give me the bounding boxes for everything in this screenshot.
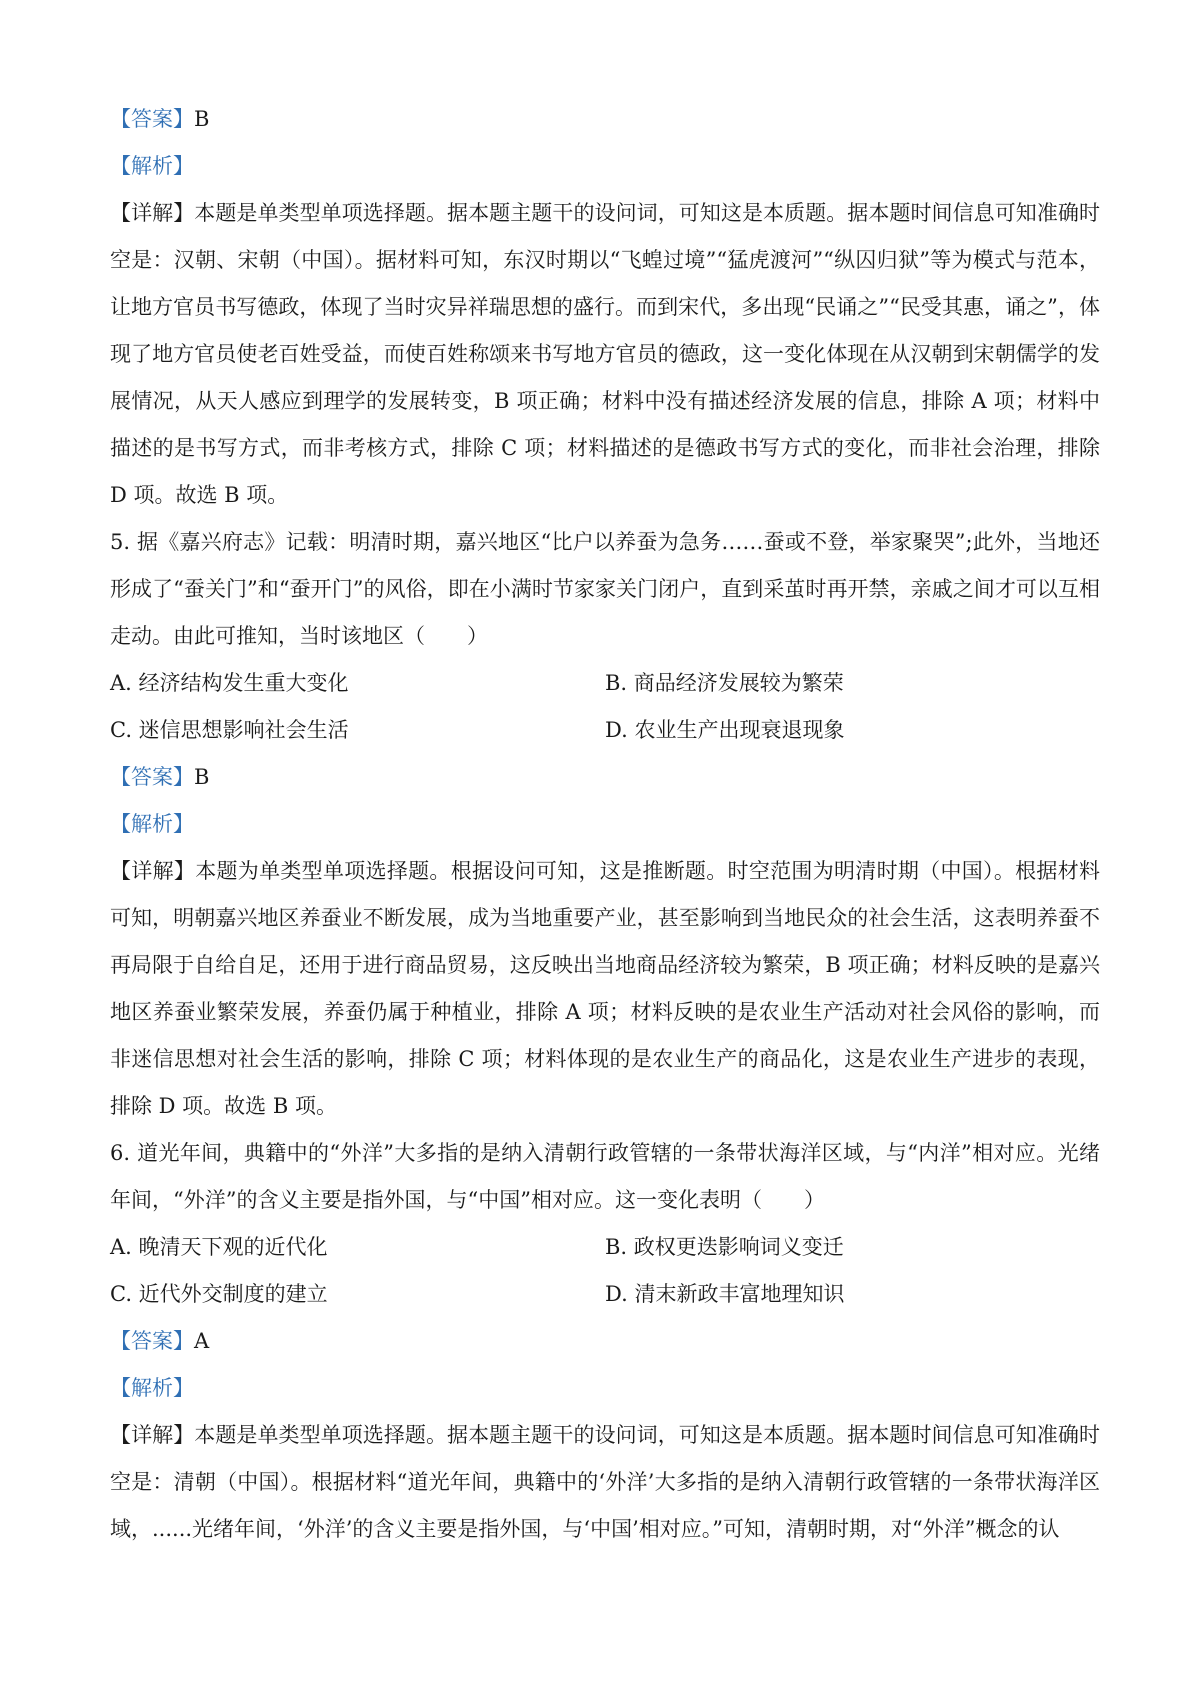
- q5-detail-paragraph: [110, 848, 1100, 1130]
- q6-answer-line: [110, 1318, 1100, 1365]
- q5-options: [110, 660, 1100, 754]
- q6-stem: 6. 道光年间，典籍中的“外洋”大多指的是纳入清朝行政管辖的一条带状海洋区域，与“内洋”相对应。光绪年间，“外洋”的含义主要是指外国，与“中国”相对应。这一变化表明（ ）: [110, 1141, 1100, 1212]
- answer-tag: 【答案】: [110, 107, 194, 131]
- q6-option-a: A. 晚清天下观的近代化: [110, 1235, 328, 1259]
- q6-option-c: C. 近代外交制度的建立: [110, 1282, 328, 1306]
- q6-option-b: B. 政权更迭影响词义变迁: [605, 1235, 844, 1259]
- q5-analysis-tag: 【解析】: [110, 812, 194, 836]
- q6-options: [110, 1224, 1100, 1318]
- answer-value: B: [194, 765, 210, 789]
- page-content: [110, 96, 1100, 1553]
- answer-value: A: [194, 1329, 210, 1353]
- q5-option-b: B. 商品经济发展较为繁荣: [605, 671, 844, 695]
- q6-option-d: D. 清末新政丰富地理知识: [605, 1282, 845, 1306]
- answer-value: B: [194, 107, 210, 131]
- detail-tag: 【详解】: [110, 1423, 195, 1447]
- detail-text: 本题是单类型单项选择题。据本题主题干的设问词，可知这是本质题。据本题时间信息可知准确时空是：清朝（中国）。根据材料“道光年间，典籍中的‘外洋’大多指的是纳入清朝行政管辖的一条带状海洋区域，......光绪年间，‘外洋’的含义主要是指外国，与‘中国’相对应。”可知，清朝时期，对“外洋”概念的认: [110, 1423, 1101, 1541]
- answer-tag: 【答案】: [110, 1329, 194, 1353]
- q5-stem: 5. 据《嘉兴府志》记载：明清时期，嘉兴地区“比户以养蚕为急务……蚕或不登，举家聚哭”;此外，当地还形成了“蚕关门”和“蚕开门”的风俗，即在小满时节家家关门闭户，直到采茧时再开禁，亲戚之间才可以互相走动。由此可推知，当时该地区（ ）: [110, 530, 1100, 648]
- q4-detail-paragraph: [110, 190, 1100, 519]
- q5-option-d: D. 农业生产出现衰退现象: [605, 718, 845, 742]
- q6-detail-paragraph: [110, 1412, 1100, 1553]
- detail-text: 本题为单类型单项选择题。根据设问可知，这是推断题。时空范围为明清时期（中国）。根据材料可知，明朝嘉兴地区养蚕业不断发展，成为当地重要产业，甚至影响到当地民众的社会生活，这表明养蚕不再局限于自给自足，还用于进行商品贸易，这反映出当地商品经济较为繁荣，B 项正确；材料反映的是嘉兴地区养蚕业繁荣发展，养蚕仍属于种植业，排除 A 项；材料反映的是农业生产活动对社会风俗的影响，而非迷信思想对社会生活的影响，排除 C 项；材料体现的是农业生产的商品化，这是农业生产进步的表现，排除 D 项。故选 B 项。: [110, 859, 1101, 1118]
- detail-text: 本题是单类型单项选择题。据本题主题干的设问词，可知这是本质题。据本题时间信息可知准确时空是：汉朝、宋朝（中国）。据材料可知，东汉时期以“飞蝗过境”“猛虎渡河”“纵囚归狱”等为模式与范本，让地方官员书写德政，体现了当时灾异祥瑞思想的盛行。而到宋代，多出现“民诵之”“民受其惠，诵之”，体现了地方官员使老百姓受益，而使百姓称颂来书写地方官员的德政，这一变化体现在从汉朝到宋朝儒学的发展情况，从天人感应到理学的发展转变，B 项正确；材料中没有描述经济发展的信息，排除 A 项；材料中描述的是书写方式，而非考核方式，排除 C 项；材料描述的是德政书写方式的变化，而非社会治理，排除 D 项。故选 B 项。: [110, 201, 1101, 507]
- q6-analysis-tag: 【解析】: [110, 1376, 194, 1400]
- answer-tag: 【答案】: [110, 765, 194, 789]
- q5-option-c: C. 迷信思想影响社会生活: [110, 718, 349, 742]
- detail-tag: 【详解】: [110, 859, 196, 883]
- q4-analysis-tag: 【解析】: [110, 154, 194, 178]
- q5-option-a: A. 经济结构发生重大变化: [110, 671, 349, 695]
- q5-answer-line: [110, 754, 1100, 801]
- detail-tag: 【详解】: [110, 201, 195, 225]
- q4-answer-line: [110, 96, 1100, 143]
